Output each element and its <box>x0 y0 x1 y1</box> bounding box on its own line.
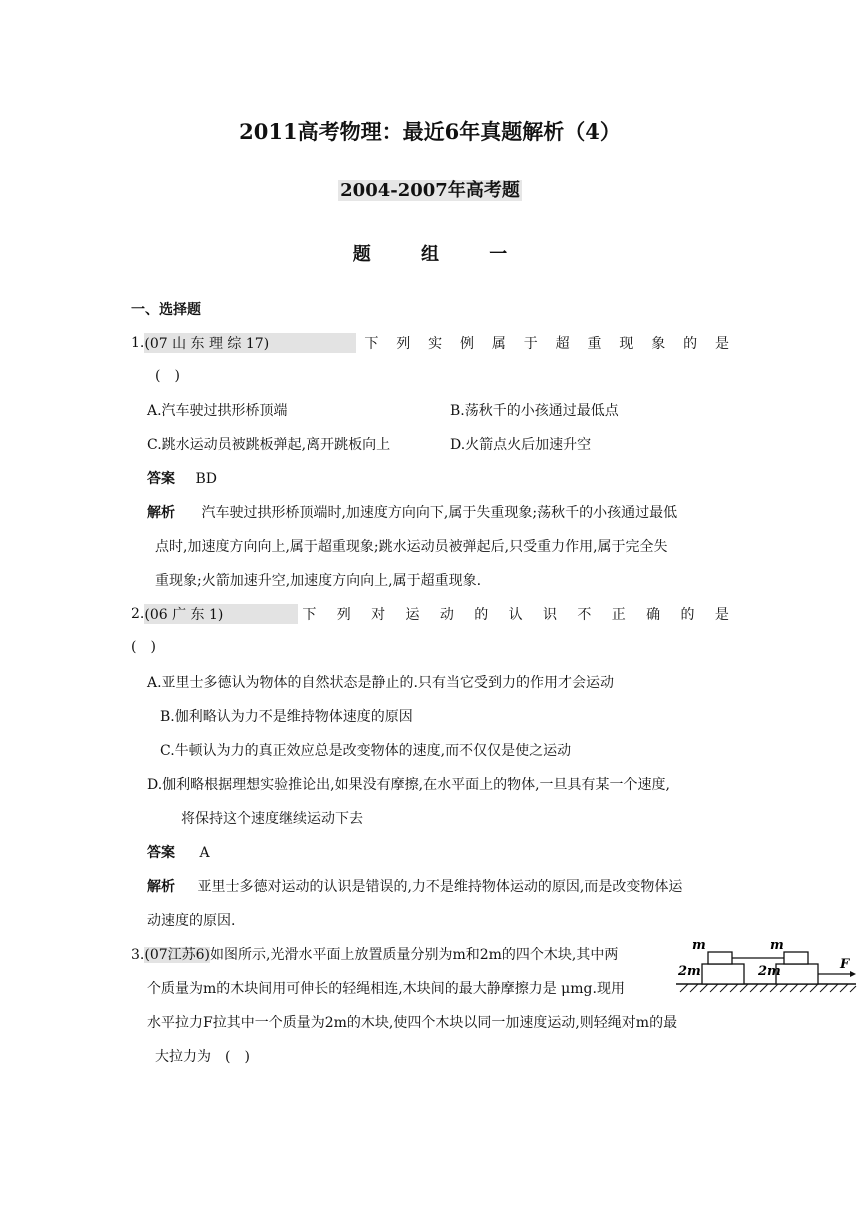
stem-char: 超 <box>555 336 570 352</box>
stem-char: 属 <box>491 336 506 352</box>
option-c: C.跳水运动员被跳板弹起,离开跳板向上 <box>147 437 391 453</box>
answer-value: A <box>199 845 210 861</box>
analysis-line-3: 重现象;火箭加速升空,加速度方向向上,属于超重现象. <box>155 573 482 589</box>
question-2-stem-text <box>302 604 729 624</box>
stem-char: 动 <box>439 607 454 623</box>
question-source: (07 山 东 理 综 17) <box>144 333 356 353</box>
stem-char: 象 <box>651 336 666 352</box>
stem-char: 的 <box>474 607 489 623</box>
analysis-label: 解析 <box>147 505 175 521</box>
question-number: 1. <box>131 335 145 351</box>
stem-char: 识 <box>542 607 557 623</box>
question-number: 3. <box>131 947 145 963</box>
question-1-stem <box>131 333 729 353</box>
label-m-right: m <box>770 938 784 953</box>
ground-hatching <box>680 984 856 992</box>
option-d-line-2: 将保持这个速度继续运动下去 <box>181 811 363 827</box>
answer-label: 答案 <box>147 471 175 487</box>
stem-char: 重 <box>587 336 602 352</box>
stem-char: 确 <box>646 607 661 623</box>
blocks-figure <box>672 934 858 1000</box>
label-m-left: m <box>692 938 706 953</box>
answer-line <box>147 842 210 862</box>
force-arrowhead <box>850 971 856 977</box>
stem-char: 实 <box>428 336 443 352</box>
block-m-left <box>708 952 732 964</box>
question-paren: ( ) <box>155 368 180 384</box>
option-a: A.汽车驶过拱形桥顶端 <box>147 403 288 419</box>
stem-char: 于 <box>523 336 538 352</box>
answer-value: BD <box>195 471 217 487</box>
analysis-label: 解析 <box>147 879 175 895</box>
answer-line <box>147 468 217 488</box>
label-2m-left: 2m <box>678 964 701 979</box>
option-d-line-1: D.伽利略根据理想实验推论出,如果没有摩擦,在水平面上的物体,一旦具有某一个速度, <box>147 777 670 793</box>
stem-char: 认 <box>508 607 523 623</box>
stem-char: 现 <box>619 336 634 352</box>
stem-char: 的 <box>683 336 698 352</box>
stem-char: 正 <box>611 607 626 623</box>
option-c: C.牛顿认为力的真正效应总是改变物体的速度,而不仅仅是使之运动 <box>160 743 572 759</box>
subtitle-wrap <box>0 176 860 202</box>
stem-char: 例 <box>459 336 474 352</box>
question-1-stem-text <box>364 333 729 353</box>
stem-char: 运 <box>405 607 420 623</box>
label-2m-right: 2m <box>758 964 781 979</box>
question-number: 2. <box>131 606 145 622</box>
stem-char: 是 <box>714 607 729 623</box>
option-b: B.荡秋千的小孩通过最低点 <box>450 403 619 419</box>
stem-char: 下 <box>364 336 379 352</box>
answer-label: 答案 <box>147 845 175 861</box>
question-3-line-2: 个质量为m的木块间用可伸长的轻绳相连,木块间的最大静摩擦力是 μmg.现用 <box>147 981 625 997</box>
block-m-right <box>784 952 808 964</box>
block-2m-right <box>776 964 818 984</box>
stem-char: 列 <box>336 607 351 623</box>
section-heading: 一、选择题 <box>131 302 201 318</box>
question-2-stem <box>131 604 729 624</box>
question-3-line-3: 水平拉力F拉其中一个质量为2m的木块,使四个木块以同一加速度运动,则轻绳对m的最 <box>147 1015 678 1031</box>
analysis-line-2: 动速度的原因. <box>147 913 236 929</box>
group-heading: 题 组 一 <box>352 244 530 265</box>
stem-char: 的 <box>680 607 695 623</box>
stem-char: 是 <box>714 336 729 352</box>
block-2m-left <box>702 964 744 984</box>
question-source: (07江苏6) <box>144 947 211 963</box>
option-a: A.亚里士多德认为物体的自然状态是静止的.只有当它受到力的作用才会运动 <box>147 675 615 691</box>
stem-char: 列 <box>396 336 411 352</box>
option-d: D.火箭点火后加速升空 <box>450 437 592 453</box>
question-paren: ( ) <box>131 639 156 655</box>
option-b: B.伽利略认为力不是维持物体速度的原因 <box>160 709 413 725</box>
analysis-line-1: 解析 汽车驶过拱形桥顶端时,加速度方向向下,属于失重现象;荡秋千的小孩通过最低 <box>147 505 678 521</box>
stem-char: 对 <box>371 607 386 623</box>
stem-char: 不 <box>577 607 592 623</box>
question-3-line-4: 大拉力为 ( ) <box>155 1049 250 1065</box>
label-f: F <box>840 957 850 972</box>
analysis-line-2: 点时,加速度方向向上,属于超重现象;跳水运动员被弹起后,只受重力作用,属于完全失 <box>155 539 668 555</box>
page-title: 2011高考物理：最近6年真题解析（4） <box>239 119 621 144</box>
page-subtitle: 2004-2007年高考题 <box>340 180 520 201</box>
stem-char: 下 <box>302 607 317 623</box>
analysis-line-1: 解析 亚里士多德对运动的认识是错误的,力不是维持物体运动的原因,而是改变物体运 <box>147 879 683 895</box>
question-3-line-1: 3.(07江苏6)如图所示,光滑水平面上放置质量分别为m和2m的四个木块,其中两 <box>131 947 619 963</box>
question-source: (06 广 东 1) <box>144 604 298 624</box>
